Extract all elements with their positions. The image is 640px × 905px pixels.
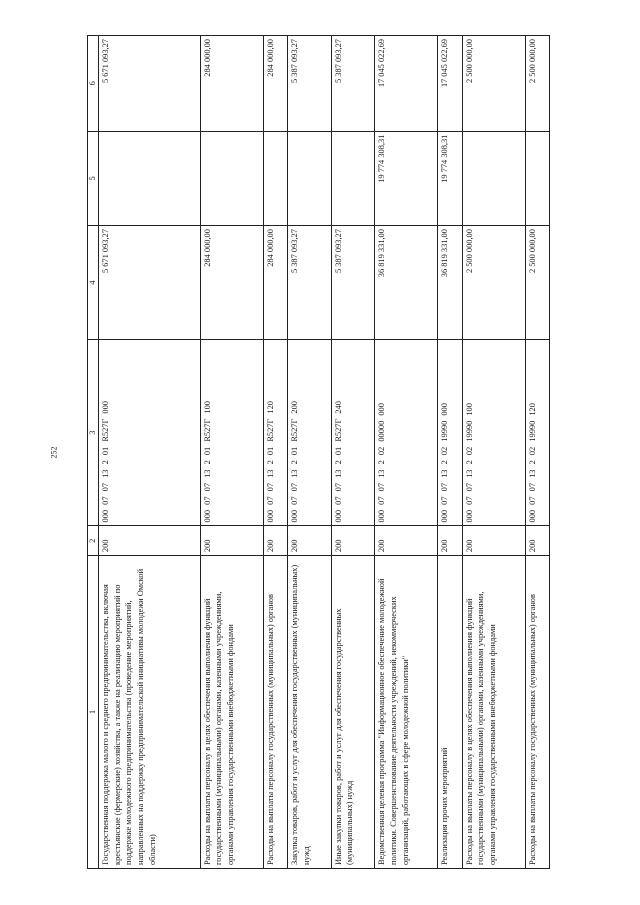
- header-col-4: 4: [88, 226, 99, 340]
- row-amount-col6: 5 387 093,27: [288, 36, 332, 132]
- row-amount-col5: [99, 131, 201, 225]
- row-admin-code: 200: [375, 526, 438, 556]
- row-budget-code: 000 07 07 13 2 02 19990 120: [525, 339, 549, 526]
- header-col-5: 5: [88, 131, 99, 225]
- row-admin-code: 200: [288, 526, 332, 556]
- row-admin-code: 200: [331, 526, 375, 556]
- row-budget-code: 000 07 07 13 2 01 R527Г 120: [263, 339, 287, 526]
- table-row: [99, 36, 201, 869]
- row-budget-code: 000 07 07 13 2 01 R527Г 000: [99, 339, 201, 526]
- table-row: [331, 36, 375, 869]
- header-col-6: 6: [88, 36, 99, 132]
- row-name: Иные закупки товаров, работ и услуг для обеспечения государственных (муниципальных) нужд: [331, 556, 375, 869]
- row-name: Закупка товаров, работ и услуг для обеспечения государственных (муниципальных) нужд: [288, 556, 332, 869]
- header-col-1: 1: [88, 556, 99, 869]
- table-row: [263, 36, 287, 869]
- row-name: Расходы на выплаты персоналу государственных (муниципальных) органов: [525, 556, 549, 869]
- row-amount-col6: 5 387 093,27: [331, 36, 375, 132]
- table-row: [200, 36, 263, 869]
- header-col-2: 2: [88, 526, 99, 556]
- table-row: [525, 36, 549, 869]
- row-amount-col5: [331, 131, 375, 225]
- row-amount-col5: [200, 131, 263, 225]
- row-admin-code: 200: [99, 526, 201, 556]
- row-amount-col6: 5 671 093,27: [99, 36, 201, 132]
- row-name: Расходы на выплаты персоналу в целях обеспечения выполнения функций государственными (муниципальными) органами, казенными учреждениями, органами управления государственными внебюджетными фондами: [200, 556, 263, 869]
- row-amount-col5: 19 774 308,31: [375, 131, 438, 225]
- row-name: Расходы на выплаты персоналу государственных (муниципальных) органов: [263, 556, 287, 869]
- row-name: Расходы на выплаты персоналу в целях обеспечения выполнения функций государственными (муниципальными) органами, казенными учреждениями, органами управления государственными внебюджетными фондами: [462, 556, 525, 869]
- row-amount-col6: 284 000,00: [263, 36, 287, 132]
- row-amount-col6: 17 045 022,69: [438, 36, 462, 132]
- row-admin-code: 200: [438, 526, 462, 556]
- row-name: Ведомственная целевая программа "Информационное обеспечение молодежной политики. Совершенствование деятельности учреждений, некоммерческих организаций, работающих в сфере молодежной политики": [375, 556, 438, 869]
- row-amount-col5: [462, 131, 525, 225]
- row-amount-col4: 5 387 093,27: [288, 226, 332, 340]
- table-row: [462, 36, 525, 869]
- row-amount-col5: [525, 131, 549, 225]
- row-amount-col6: 2 500 000,00: [462, 36, 525, 132]
- row-admin-code: 200: [200, 526, 263, 556]
- row-budget-code: 000 07 07 13 2 02 00000 000: [375, 339, 438, 526]
- row-amount-col4: 5 387 093,27: [331, 226, 375, 340]
- row-amount-col5: 19 774 308,31: [438, 131, 462, 225]
- row-amount-col4: 36 819 331,00: [375, 226, 438, 340]
- row-admin-code: 200: [525, 526, 549, 556]
- row-amount-col4: 5 671 093,27: [99, 226, 201, 340]
- row-admin-code: 200: [462, 526, 525, 556]
- row-amount-col4: 284 000,00: [263, 226, 287, 340]
- row-admin-code: 200: [263, 526, 287, 556]
- page-number: 252: [49, 446, 59, 459]
- row-name: Государственная поддержка малого и среднего предпринимательства, включая крестьянские (фермерские) хозяйства, а также на реализацию мероприятий по поддержке молодежного предпринимательства (проведение мероприятий, направленных на поддержку предпринимательской инициативы молодежи Омской области): [99, 556, 201, 869]
- header-col-3: 3: [88, 339, 99, 526]
- row-amount-col4: 36 819 331,00: [438, 226, 462, 340]
- budget-table-page: [87, 35, 550, 869]
- row-amount-col4: 2 500 000,00: [462, 226, 525, 340]
- header-row: [88, 36, 99, 869]
- row-amount-col6: 284 000,00: [200, 36, 263, 132]
- row-name: Реализация прочих мероприятий: [438, 556, 462, 869]
- budget-table: [87, 35, 550, 869]
- row-budget-code: 000 07 07 13 2 01 R527Г 200: [288, 339, 332, 526]
- row-amount-col5: [288, 131, 332, 225]
- table-row: [438, 36, 462, 869]
- row-budget-code: 000 07 07 13 2 01 R527Г 240: [331, 339, 375, 526]
- row-amount-col6: 2 500 000,00: [525, 36, 549, 132]
- row-amount-col4: 2 500 000,00: [525, 226, 549, 340]
- row-budget-code: 000 07 07 13 2 01 R527Г 100: [200, 339, 263, 526]
- row-amount-col5: [263, 131, 287, 225]
- row-budget-code: 000 07 07 13 2 02 19990 100: [462, 339, 525, 526]
- table-row: [288, 36, 332, 869]
- row-amount-col4: 284 000,00: [200, 226, 263, 340]
- row-budget-code: 000 07 07 13 2 02 19990 000: [438, 339, 462, 526]
- row-amount-col6: 17 045 022,69: [375, 36, 438, 132]
- table-row: [375, 36, 438, 869]
